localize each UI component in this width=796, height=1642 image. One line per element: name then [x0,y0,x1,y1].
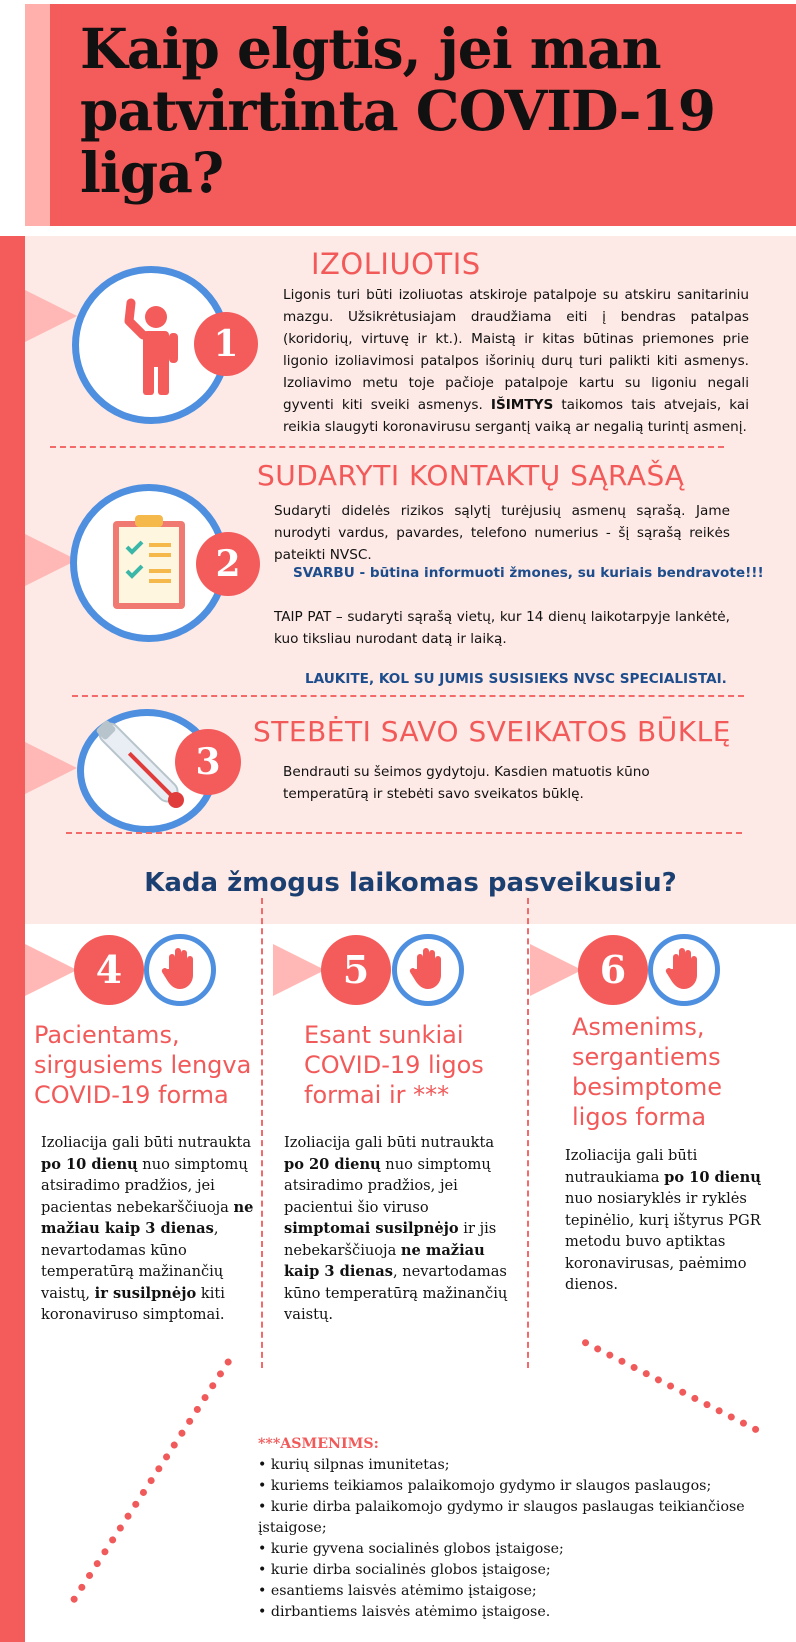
list-item: • kuriems teikiamos palaikomojo gydymo ir slaugos paslaugos; [258,1478,712,1494]
column-divider [261,898,263,1368]
stop-hand-icon [149,939,211,1001]
column-5-circle [392,934,464,1006]
column-6-title: Asmenims, sergantiems besimptome ligos forma [572,1013,723,1131]
column-4-arrow [25,944,77,996]
left-accent-bar [0,236,25,1642]
column-4-circle [144,934,216,1006]
column-5-title: Esant sunkiai COVID-19 ligos formai ir *** [304,1021,484,1109]
column-6-number: 6 [578,935,648,1005]
notes-list [258,1434,778,1623]
section-2-number: 2 [196,532,260,596]
column-5-text: Izoliacija gali būti nutraukta po 20 dienų nuo simptomų atsiradimo pradžios, jei pacientui šio viruso simptomai susilpnėjo ir jis nebekarščiuoja ne mažiau kaip 3 dienas, nevartodamas kūno temperatūrą mažinančių vaistų. [284,1134,508,1323]
section-3-text: Bendrauti su šeimos gydytoju. Kasdien matuotis kūno temperatūrą ir stebėti savo sveikatos būklę. [283,764,650,802]
section-1-title: IZOLIUOTIS [311,247,481,281]
recovery-heading: Kada žmogus laikomas pasveikusiu? [144,868,677,898]
list-item: • kurių silpnas imunitetas; [258,1457,450,1473]
list-item: • esantiems laisvės atėmimo įstaigose; [258,1583,537,1599]
section-2-important-note: SVARBU - būtina informuoti žmones, su kuriais bendravote!!! [293,565,764,581]
column-5-arrow [273,944,325,996]
list-item: • dirbantiems laisvės atėmimo įstaigose. [258,1604,551,1620]
divider [50,446,724,448]
list-item: • kurie dirba socialinės globos įstaigose; [258,1562,551,1578]
page-title: Kaip elgtis, jei man patvirtinta COVID-19 liga? [80,16,716,205]
section-3-arrow [25,742,77,794]
divider [72,695,744,697]
column-4-number: 4 [74,935,144,1005]
section-1-arrow [25,290,77,342]
column-4-text: Izoliacija gali būti nutraukta po 10 dienų nuo simptomų atsiradimo pradžios, jei pacientas nebekarščiuoja ne mažiau kaip 3 dienas, nevartodamas kūno temperatūrą mažinančių vaistų, ir susilpnėjo kiti koronaviruso simptomai. [41,1134,254,1323]
column-4-title: Pacientams, sirgusiems lengva COVID-19 forma [34,1021,252,1109]
header-accent-strip [25,4,50,226]
stop-hand-icon [653,939,715,1001]
section-2-text-2: TAIP PAT – sudaryti sąrašą vietų, kur 14 dienų laikotarpyje lankėtė, kuo tiksliau nurodant datą ir laiką. [274,609,730,647]
column-6-circle [648,934,720,1006]
section-3-title: STEBĖTI SAVO SVEIKATOS BŪKLĘ [253,715,731,748]
section-1-text: Ligonis turi būti izoliuotas atskiroje patalpoje su atskiru sanitariniu mazgu. Užsikrėtusiajam draudžiama eiti į bendras patalpas (koridorių, virtuvę ir kt.). Maistą ir kitas būtinas priemones prie ligonio izoliavimosi patalpos išorinių durų turi palikti kiti asmenys. Izoliavimo metu toje pačioje patalpoje kartu su ligoniu negali gyventi kiti sveiki asmenys. IŠIMTYS taikomos tais atvejais, kai reikia slaugyti koronavirusu sergantį vaiką ar negalią turintį asmenį. [283,287,749,435]
column-5-number: 5 [321,935,391,1005]
list-item: • kurie gyvena socialinės globos įstaigose; [258,1541,564,1557]
section-2-text-1: Sudaryti didelės rizikos sąlytį turėjusių asmenų sąrašą. Jame nurodyti vardus, pavardes, telefono numerius - šį sąrašą reikės pateikti NVSC. [274,503,730,563]
decorative-dotted-line [69,1357,233,1604]
section-2-title: SUDARYTI KONTAKTŲ SĄRAŠĄ [257,459,685,492]
column-6-arrow [530,944,582,996]
list-item: • kurie dirba palaikomojo gydymo ir slaugos paslaugas teikiančiose įstaigose; [258,1499,745,1536]
divider [66,832,742,834]
column-divider [527,898,529,1368]
section-1-number: 1 [194,312,258,376]
stop-hand-icon [397,939,459,1001]
decorative-dotted-line [581,1338,761,1434]
section-2-wait-note: LAUKITE, KOL SU JUMIS SUSISIEKS NVSC SPECIALISTAI. [305,671,727,687]
notes-heading: ***ASMENIMS: [258,1436,379,1452]
column-6-text: Izoliacija gali būti nutraukiama po 10 dienų nuo nosiaryklės ir ryklės tepinėlio, kurį ištyrus PGR metodu buvo aptiktas koronavirusas, paėmimo dienos. [565,1147,761,1293]
section-3-number: 3 [175,729,241,795]
